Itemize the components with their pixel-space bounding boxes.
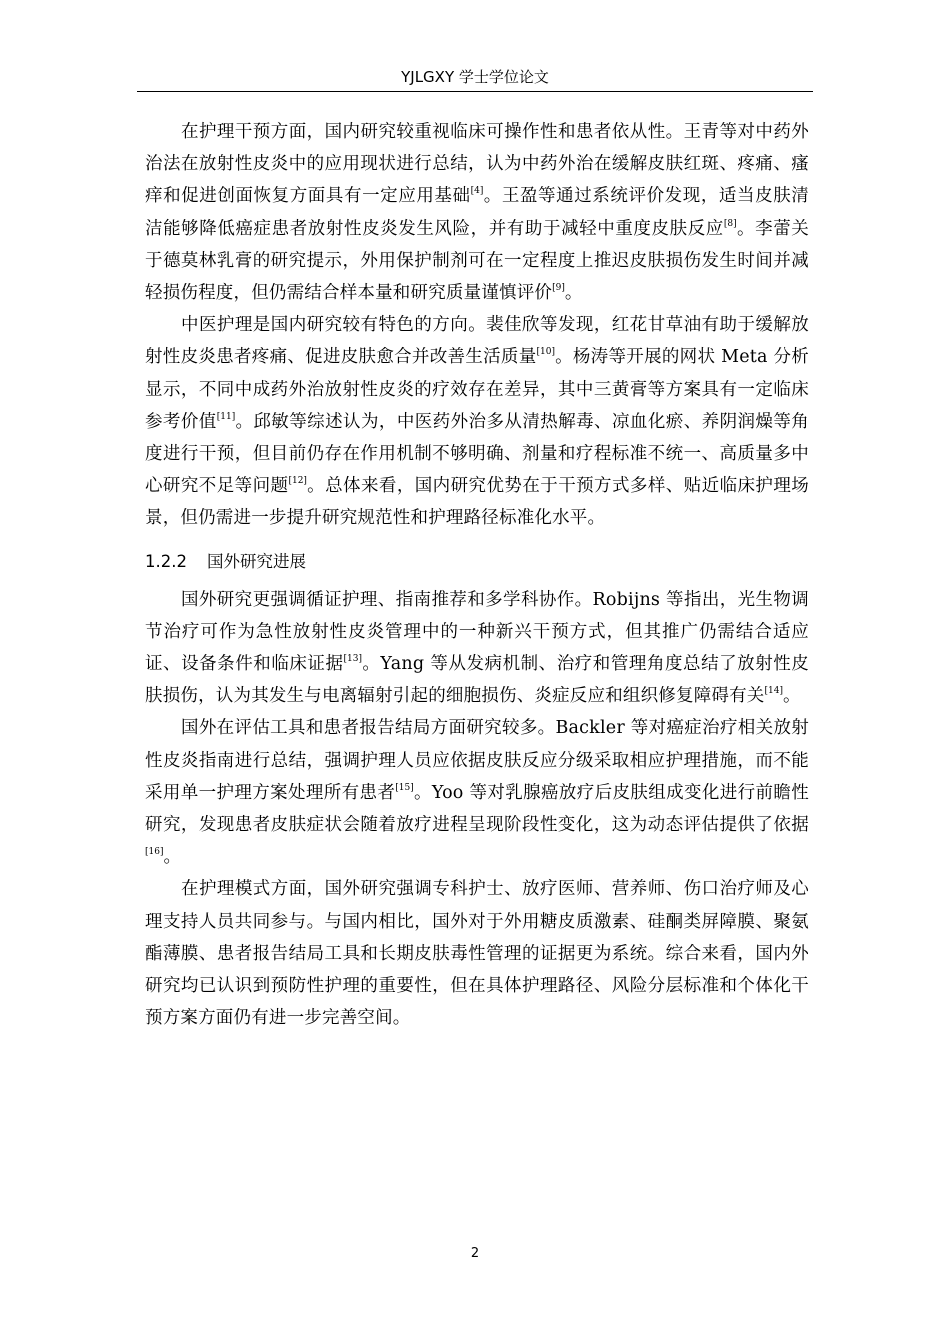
paragraph-text: 国外研究更强调循证护理、指南推荐和多学科协作。Robijns 等指出，光生物调节治疗可作为急性放射性皮炎管理中的一种新兴干预方式，但其推广仍需结合适应证、设备条件和临床证据 — [145, 589, 809, 675]
body-paragraph — [145, 309, 809, 534]
section-title: 国外研究进展 — [207, 551, 306, 571]
paragraphs-before-section — [145, 116, 809, 535]
paragraphs-after-section — [145, 584, 809, 1035]
paragraph-text: 。Yoo 等对乳腺癌放疗后皮肤组成变化进行前瞻性研究，发现患者皮肤症状会随着放疗进程呈现阶段性变化，这为动态评估提供了依据 — [145, 782, 809, 836]
citation-reference: [15] — [395, 782, 414, 793]
paragraph-text: 在护理模式方面，国外研究强调专科护士、放疗医师、营养师、伤口治疗师及心理支持人员共同参与。与国内相比，国外对于外用糖皮质激素、硅酮类屏障膜、聚氨酯薄膜、患者报告结局工具和长期皮肤毒性管理的证据更为系统。综合来看，国内外研究均已认识到预防性护理的重要性，但在具体护理路径、风险分层标准和个体化干预方案方面仍有进一步完善空间。 — [145, 879, 809, 1029]
citation-reference: [8] — [723, 218, 737, 229]
citation-reference: [14] — [764, 686, 783, 697]
citation-reference: [13] — [343, 654, 362, 665]
citation-reference: [10] — [536, 347, 555, 358]
body-paragraph — [145, 873, 809, 1034]
paragraph-text: 。Yang 等从发病机制、治疗和管理角度总结了放射性皮肤损伤，认为其发生与电离辐射引起的细胞损伤、炎症反应和组织修复障碍有关 — [145, 654, 810, 707]
paragraph-text: 国外在评估工具和患者报告结局方面研究较多。Backler 等对癌症治疗相关放射性皮炎指南进行总结，强调护理人员应依据皮肤反应分级采取相应护理措施，而不能采用单一护理方案处理所有患者 — [145, 718, 809, 803]
citation-reference: [11] — [216, 411, 236, 422]
paragraph-text: 。杨涛等开展的网状 Meta 分析显示，不同中成药外治放射性皮炎的疗效存在差异，其中三黄膏等方案具有一定临床参考价值 — [145, 347, 810, 432]
page-number: 2 — [470, 1246, 480, 1261]
paragraph-text: 。 — [782, 686, 801, 707]
paragraph-text: 。 — [564, 283, 583, 304]
section-number: 1.2.2 — [145, 551, 187, 571]
paragraph-text: 。李蕾关于德莫林乳膏的研究提示，外用保护制剂可在一定程度上推迟皮肤损伤发生时间并减轻损伤程度，但仍需结合样本量和研究质量谨慎评价 — [145, 218, 809, 304]
paragraph-text: 。总体来看，国内研究优势在于干预方式多样、贴近临床护理场景，但仍需进一步提升研究规范性和护理路径标准化水平。 — [145, 476, 809, 529]
page-header: YJLGXY 学士学位论文 — [401, 68, 549, 86]
citation-reference: [9] — [552, 283, 565, 294]
paragraph-text: 中医护理是国内研究较有特色的方向。裴佳欣等发现，红花甘草油有助于缓解放射性皮炎患者疼痛、促进皮肤愈合并改善生活质量 — [145, 315, 809, 368]
paragraph-text: 。王盈等通过系统评价发现，适当皮肤清洁能够降低癌症患者放射性皮炎发生风险，并有助于减轻中重度皮肤反应 — [145, 186, 809, 239]
paragraph-text: 在护理干预方面，国内研究较重视临床可操作性和患者依从性。王青等对中药外治法在放射性皮炎中的应用现状进行总结，认为中药外治在缓解皮肤红斑、疼痛、瘙痒和促进创面恢复方面具有一定应用基础 — [145, 122, 809, 207]
citation-reference: [16] — [145, 847, 164, 858]
body-paragraph — [145, 712, 809, 873]
paragraph-text: 。 — [163, 847, 182, 868]
section-heading — [145, 550, 809, 574]
header-divider — [137, 91, 813, 92]
body-paragraph — [145, 116, 809, 309]
citation-reference: [4] — [470, 186, 484, 197]
document-body — [145, 116, 809, 1034]
citation-reference: [12] — [288, 476, 307, 487]
body-paragraph — [145, 584, 809, 713]
paragraph-text: 。邱敏等综述认为，中医药外治多从清热解毒、凉血化瘀、养阴润燥等角度进行干预，但目前仍存在作用机制不够明确、剂量和疗程标准不统一、高质量多中心研究不足等问题 — [145, 411, 809, 497]
